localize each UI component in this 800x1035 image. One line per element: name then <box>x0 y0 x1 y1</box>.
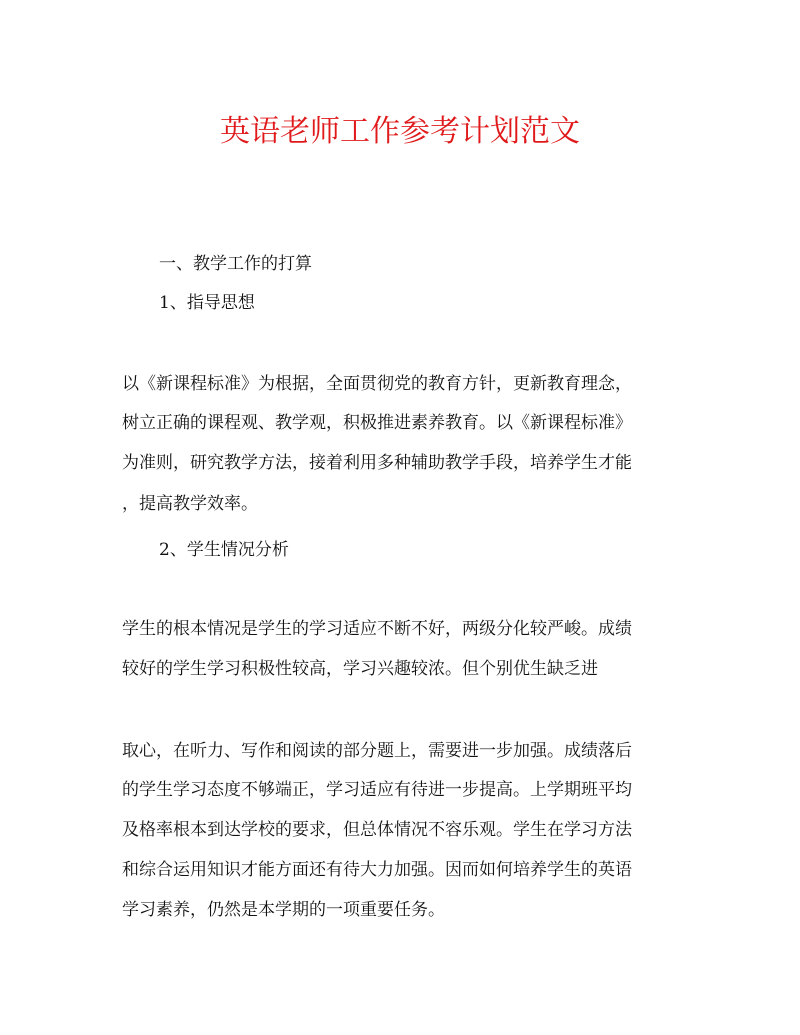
paragraph-line: 学习素养，仍然是本学期的一项重要任务。 <box>122 900 445 920</box>
paragraph-line: 及格率根本到达学校的要求，但总体情况不容乐观。学生在学习方法 <box>122 820 632 840</box>
paragraph-line: 较好的学生学习积极性较高，学习兴趣较浓。但个别优生缺乏进 <box>122 659 598 679</box>
paragraph-line: 为准则，研究教学方法，接着利用多种辅助教学手段，培养学生才能 <box>122 453 632 473</box>
paragraph-line: 的学生学习态度不够端正，学习适应有待进一步提高。上学期班平均 <box>122 780 632 800</box>
paragraph-line: 取心，在听力、写作和阅读的部分题上，需要进一步加强。成绩落后 <box>122 741 632 761</box>
paragraph-line: 学生的根本情况是学生的学习适应不断不好，两级分化较严峻。成绩 <box>122 619 632 639</box>
subsection-heading: 2、学生情况分析 <box>159 540 289 560</box>
paragraph-line: 树立正确的课程观、教学观，积极推进素养教育。以《新课程标准》 <box>122 413 632 433</box>
paragraph-line: 和综合运用知识才能方面还有待大力加强。因而如何培养学生的英语 <box>122 860 632 880</box>
section-heading: 一、教学工作的打算 <box>159 254 312 274</box>
paragraph-line: 以《新课程标准》为根据，全面贯彻党的教育方针，更新教育理念， <box>122 374 632 394</box>
paragraph-line: ，提高教学效率。 <box>122 494 258 514</box>
subsection-heading: 1、指导思想 <box>159 293 255 313</box>
document-title: 英语老师工作参考计划范文 <box>220 114 580 149</box>
